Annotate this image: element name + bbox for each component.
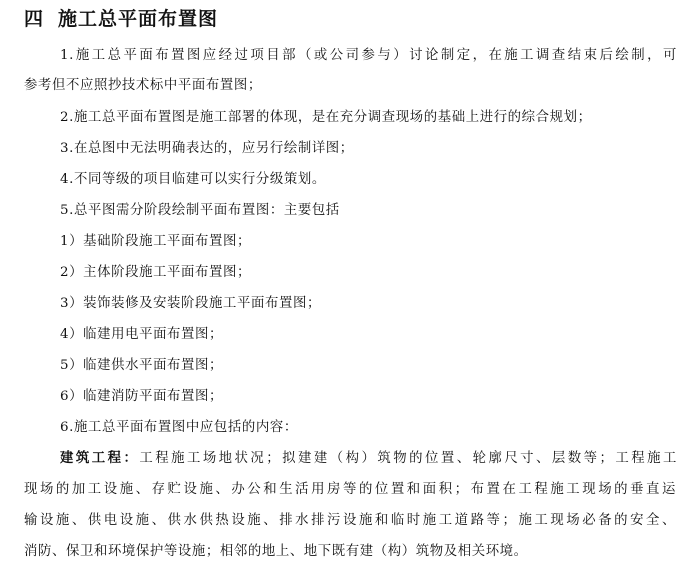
sub-item-2: 2）主体阶段施工平面布置图； [60, 265, 251, 280]
building-paragraph-line-2: 现场的加工设施、存贮设施、办公和生活用房等的位置和面积；布置在工程施工现场的垂直运 [24, 482, 676, 497]
sub-item-6: 6）临建消防平面布置图； [60, 389, 224, 404]
paragraph-4: 4.不同等级的项目临建可以实行分级策划。 [60, 172, 326, 187]
paragraph-5: 5.总平图需分阶段绘制平面布置图：主要包括 [60, 203, 340, 218]
building-paragraph-line-1 [60, 447, 677, 466]
sub-item-5: 5）临建供水平面布置图； [60, 358, 224, 373]
building-text-1: 工程施工场地状况；拟建建（构）筑物的位置、轮廓尺寸、层数等；工程施工 [139, 451, 677, 466]
building-paragraph-line-4: 消防、保卫和环境保护等设施；相邻的地上、地下既有建（构）筑物及相关环境。 [24, 544, 528, 559]
building-paragraph-line-3: 输设施、供电设施、供水供热设施、排水排污设施和临时施工道路等；施工现场必备的安全、 [24, 513, 676, 528]
building-label: 建筑工程： [60, 451, 140, 466]
paragraph-3: 3.在总图中无法明确表达的，应另行绘制详图； [60, 141, 354, 156]
paragraph-1-line-2: 参考但不应照抄技术标中平面布置图； [24, 78, 262, 93]
section-title: 施工总平面布置图 [58, 8, 219, 30]
sub-item-4: 4）临建用电平面布置图； [60, 327, 224, 342]
section-number: 四 [24, 8, 45, 30]
paragraph-2: 2.施工总平面布置图是施工部署的体现，是在充分调查现场的基础上进行的综合规划； [60, 110, 592, 125]
sub-item-1: 1）基础阶段施工平面布置图； [60, 234, 251, 249]
sub-item-3: 3）装饰装修及安装阶段施工平面布置图； [60, 296, 321, 311]
paragraph-1-line-1: 1.施工总平面布置图应经过项目部（或公司参与）讨论制定，在施工调查结束后绘制，可 [60, 48, 677, 63]
section-heading [24, 4, 218, 31]
paragraph-6: 6.施工总平面布置图中应包括的内容： [60, 420, 298, 435]
